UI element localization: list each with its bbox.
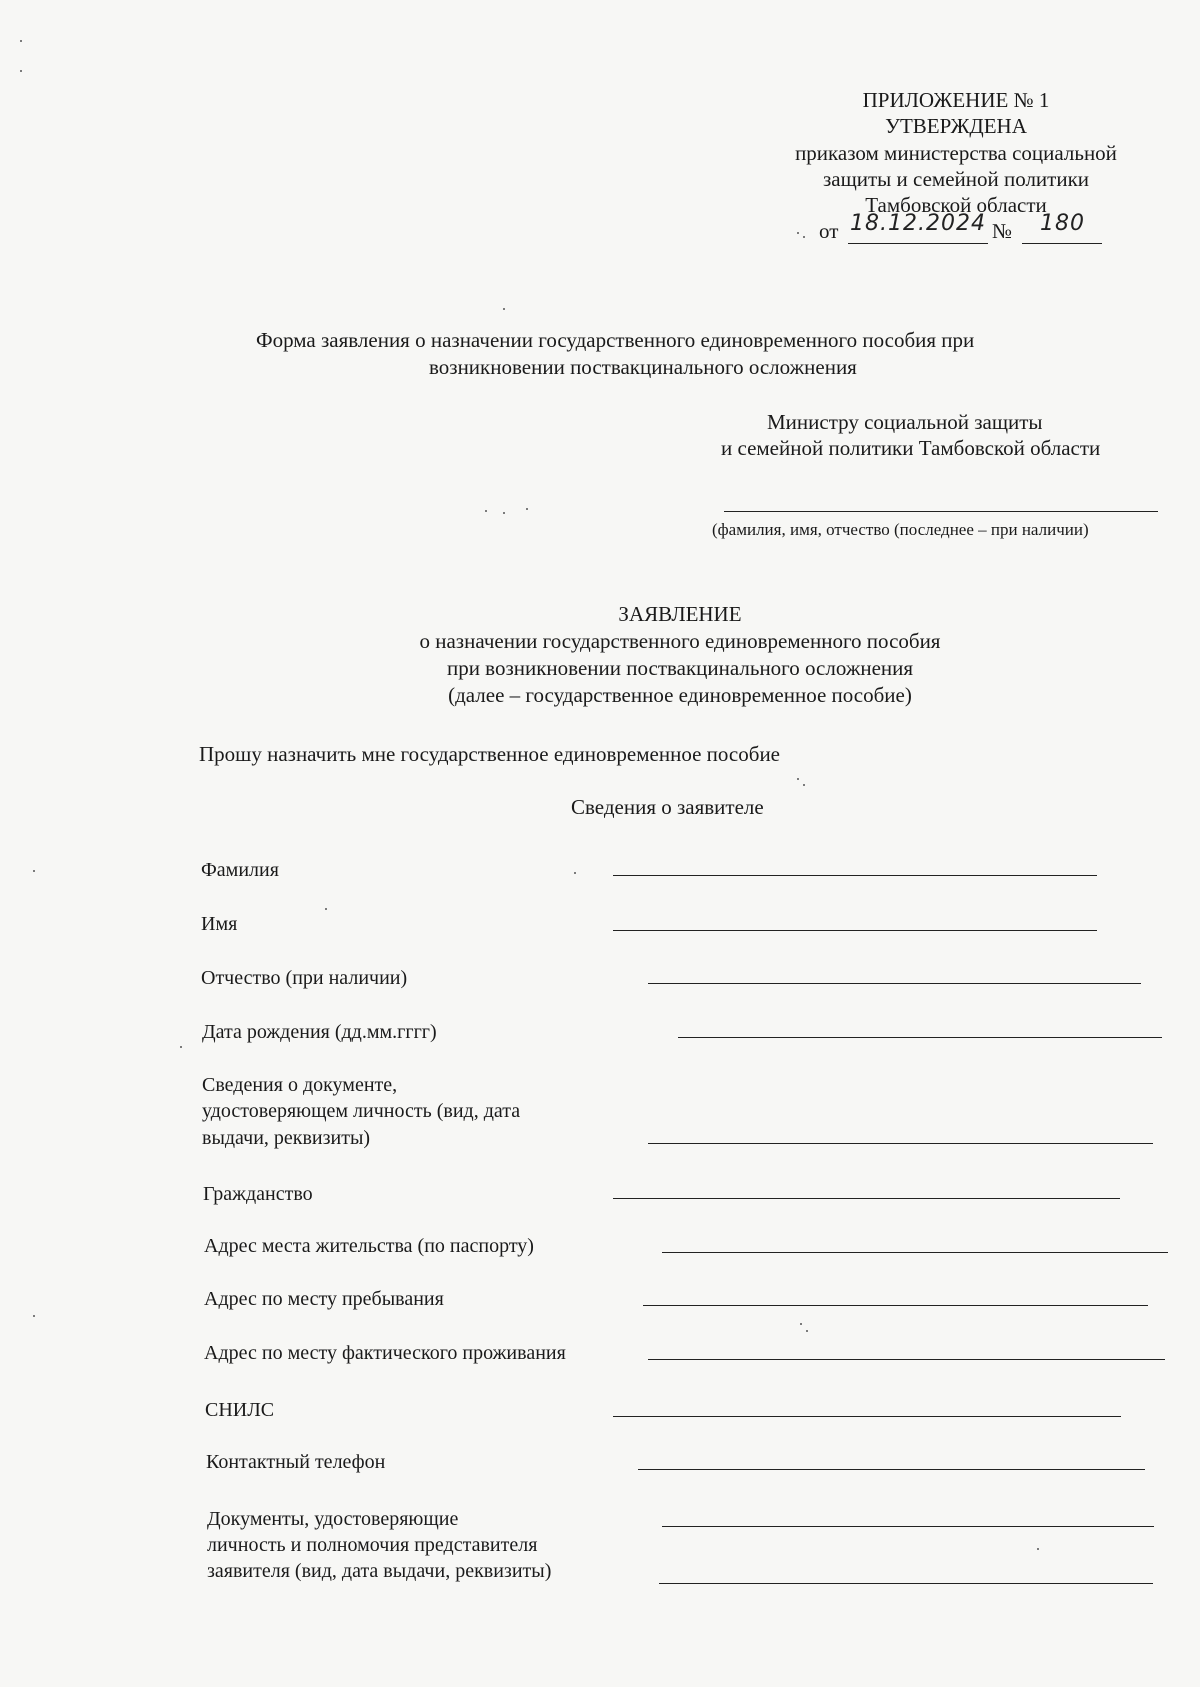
actual-address-field[interactable]: [648, 1359, 1165, 1360]
from-label: от: [819, 219, 839, 243]
annex-label: ПРИЛОЖЕНИЕ № 1: [862, 88, 1050, 112]
section-title: Сведения о заявителе: [571, 795, 764, 819]
statement-title: ЗАЯВЛЕНИЕ: [618, 602, 742, 626]
statement-line-2: при возникновении поствакцинального осложнения: [446, 656, 914, 680]
id-document-label-2: удостоверяющем личность (вид, дата: [202, 1100, 521, 1122]
representative-docs-field-2[interactable]: [659, 1583, 1153, 1584]
residence-address-label: Адрес места жительства (по паспорту): [204, 1235, 534, 1257]
id-document-label-3: выдачи, реквизиты): [202, 1127, 371, 1149]
phone-field[interactable]: [638, 1469, 1145, 1470]
date-underline: [848, 243, 988, 244]
addressee-line-2: и семейной политики Тамбовской области: [721, 436, 1101, 460]
patronymic-label: Отчество (при наличии): [201, 967, 408, 989]
birth-date-field[interactable]: [678, 1037, 1162, 1038]
snils-label: СНИЛС: [205, 1399, 275, 1421]
form-title-line-1: Форма заявления о назначении государственного единовременного пособия при: [256, 328, 975, 352]
actual-address-label: Адрес по месту фактического проживания: [204, 1342, 566, 1364]
approval-line-1: приказом министерства социальной: [795, 141, 1117, 165]
patronymic-field[interactable]: [648, 983, 1141, 984]
residence-address-field[interactable]: [662, 1252, 1168, 1253]
representative-docs-label-2: личность и полномочия представителя: [207, 1534, 538, 1556]
addressee-name-caption: (фамилия, имя, отчество (последнее – при наличии): [712, 520, 1089, 539]
representative-docs-label-3: заявителя (вид, дата выдачи, реквизиты): [207, 1560, 552, 1582]
representative-docs-field-1[interactable]: [662, 1526, 1154, 1527]
statement-line-1: о назначении государственного единовременного пособия: [419, 629, 941, 653]
stay-address-label: Адрес по месту пребывания: [204, 1288, 444, 1310]
approval-line-2: защиты и семейной политики: [822, 167, 1090, 191]
citizenship-label: Гражданство: [203, 1183, 313, 1205]
birth-date-label: Дата рождения (дд.мм.гггг): [202, 1021, 437, 1043]
representative-docs-label-1: Документы, удостоверяющие: [207, 1508, 459, 1530]
handwritten-number: 180: [1040, 211, 1085, 236]
name-label: Имя: [201, 913, 238, 935]
number-label: №: [992, 219, 1013, 243]
phone-label: Контактный телефон: [206, 1451, 386, 1473]
approved-label: УТВЕРЖДЕНА: [885, 114, 1027, 138]
approval-line-3: Тамбовской области: [865, 193, 1047, 217]
id-document-label-1: Сведения о документе,: [202, 1074, 398, 1096]
surname-field[interactable]: [613, 875, 1097, 876]
number-underline: [1022, 243, 1102, 244]
surname-label: Фамилия: [201, 859, 279, 881]
form-title-line-2: возникновении поствакцинального осложнения: [429, 355, 857, 379]
snils-field[interactable]: [613, 1416, 1121, 1417]
id-document-field[interactable]: [648, 1143, 1153, 1144]
addressee-line-1: Министру социальной защиты: [767, 410, 1043, 434]
stay-address-field[interactable]: [643, 1305, 1148, 1306]
name-field[interactable]: [613, 930, 1097, 931]
citizenship-field[interactable]: [613, 1198, 1120, 1199]
handwritten-date: 18.12.2024: [850, 211, 986, 236]
addressee-name-line: [724, 511, 1158, 512]
request-text: Прошу назначить мне государственное единовременное пособие: [199, 742, 780, 766]
statement-line-3: (далее – государственное единовременное пособие): [448, 683, 912, 707]
